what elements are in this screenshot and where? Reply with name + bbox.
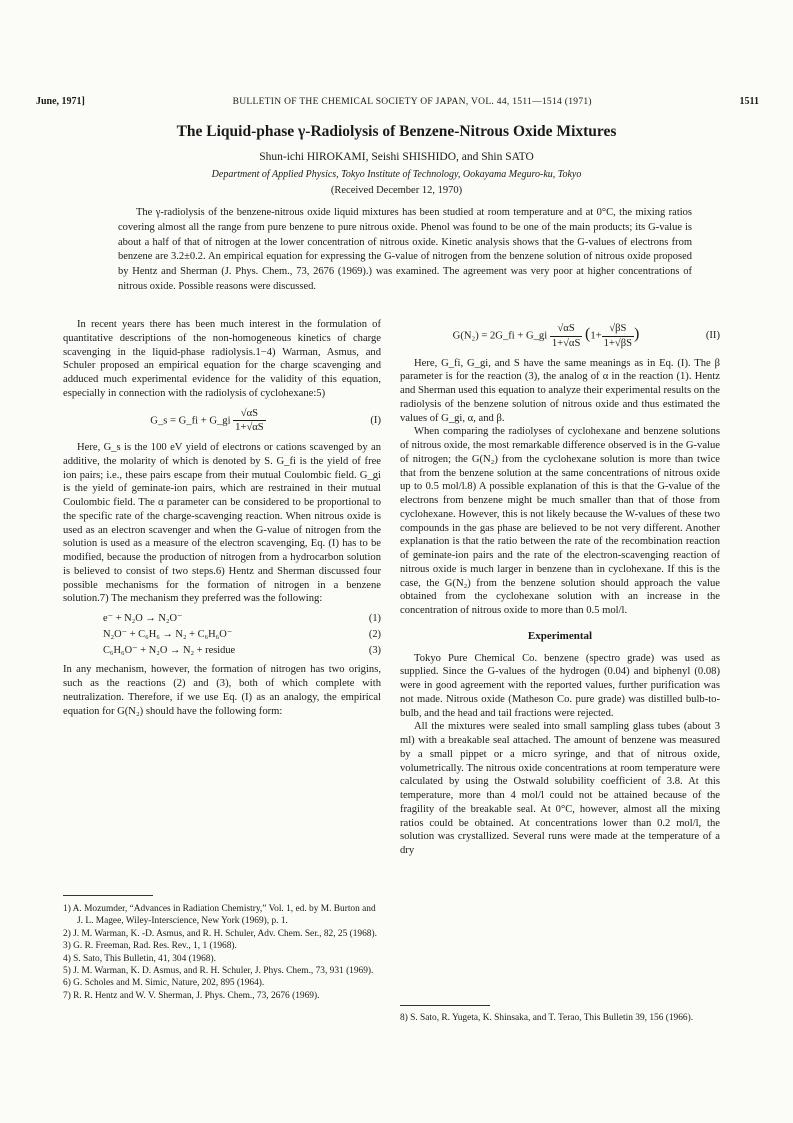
paragraph: In any mechanism, however, the formation of nitrogen has two origins, such as the reactions (2) and (3), both of which complete with neutralization. Therefore, if we use Eq. (I) as an analogy, the empirical equation for G(N₂) should have the following form: bbox=[63, 664, 381, 717]
reaction-label: (3) bbox=[368, 644, 381, 656]
footnote: 4) S. Sato, This Bulletin, 41, 304 (1968). bbox=[63, 953, 216, 964]
equation-label: (I) bbox=[370, 414, 381, 426]
fraction-numerator: √αS bbox=[550, 322, 583, 337]
footnote: 1) A. Mozumder, “Advances in Radiation Chemistry,” Vol. 1, ed. by M. Burton and J. L. Magee, Wiley-Interscience, New York (1969), p. 1. bbox=[63, 904, 376, 927]
paragraph: In recent years there has been much interest in the formulation of quantitative descriptions of the non-homogeneous kinetics of charge scavenging in the liquid-phase radiolysis.1−4) Warman, Asmus, and Schuler proposed an empirical equation for the charge scavenging and adduced much experimental evidence for the validity of this equation, especially in connection with the radiolysis of cyclohexane:5) bbox=[63, 319, 381, 399]
article-title: The Liquid-phase γ-Radiolysis of Benzene-Nitrous Oxide Mixtures bbox=[176, 123, 617, 140]
footnote: 2) J. M. Warman, K. -D. Asmus, and R. H. Schuler, Adv. Chem. Ser., 82, 25 (1968). bbox=[63, 928, 377, 939]
equation-body bbox=[63, 407, 353, 436]
running-head bbox=[36, 96, 759, 110]
equation-label: (II) bbox=[705, 330, 720, 342]
inner-fraction bbox=[602, 322, 634, 351]
paragraph: Here, G_fi, G_gi, and S have the same meanings as in Eq. (I). The β parameter is for the reaction (3), the analog of α in the reaction (1). Hentz and Sherman used this equation to analyze their experimental results on the radiolysis of the benzene solution of nitrous oxide and thus estimated the values of G_gi, α, and β. bbox=[400, 357, 720, 424]
left-column bbox=[63, 318, 381, 718]
mechanism-step bbox=[63, 612, 381, 626]
affiliation: Department of Applied Physics, Tokyo Institute of Technology, Ookayama Meguro-ku, Tokyo bbox=[211, 169, 582, 180]
section-heading: Experimental bbox=[527, 629, 593, 642]
equation-body: G(N₂) = 2G_fi + G_gi $\frac{√\alpha S}{1+√\alpha S}$ (1+ $\frac{√\beta S}{1+√\beta S}$ ) bbox=[452, 323, 640, 349]
author-list: Shun-ichi HIROKAMI, Seishi SHISHIDO, and Shin SATO bbox=[259, 151, 534, 163]
fraction-denominator: 1+√αS bbox=[235, 422, 264, 434]
footnote-rule bbox=[400, 1005, 490, 1006]
mechanism-step bbox=[63, 644, 381, 658]
journal-citation: BULLETIN OF THE CHEMICAL SOCIETY OF JAPAN, VOL. 44, 1511—1514 (1971) bbox=[232, 97, 592, 107]
paragraph: Tokyo Pure Chemical Co. benzene (spectro grade) was used as supplied. Since the G-values of the hydrogen (0.04) and biphenyl (0.08) were in good agreement with the reported values, further purification was not made. Nitrous oxide (Matheson Co. pure grade) was distilled bulb-to-bulb, and the head and tail fractions were rejected. bbox=[400, 652, 720, 719]
footnote: 7) R. R. Hentz and W. V. Sherman, J. Phys. Chem., 73, 2676 (1969). bbox=[63, 990, 320, 1001]
fraction-numerator: √αS bbox=[233, 407, 266, 422]
reaction-label: (1) bbox=[368, 613, 381, 624]
equation-lhs: G(N₂) = 2G_fi + G_gi bbox=[452, 330, 548, 342]
open-paren: ( bbox=[585, 325, 591, 343]
inner-numerator: √βS bbox=[602, 322, 634, 337]
equation-fraction bbox=[233, 407, 266, 436]
page-number: 1511 bbox=[739, 96, 759, 107]
paragraph: Here, G_s is the 100 eV yield of electrons or cations scavenged by an additive, the molarity of which is denoted by S. G_fi is the yield of free ion pairs; i.e., these pairs escape from their mutual Coulombic field. G_gi is the yield of geminate-ion pairs, which are restrained in their mutual Coulombic field. The α parameter can be considered to be proportional to the specific rate of the charge-scavenging reaction. When nitrous oxide is used as an electron scavenger and when the G-value of nitrogen from the solution is used as a measure of the electron scavenging, Eq. (I) has to be modified, because the production of nitrogen from a hydrocarbon solution is believed to consist of two steps.6) Hentz and Sherman discussed four possible mechanisms for the formation of nitrogen in a benzene solution.7) The mechanism they preferred was the following: bbox=[63, 442, 381, 605]
right-column bbox=[400, 322, 720, 858]
equation-fraction bbox=[550, 322, 583, 351]
footnote: 8) S. Sato, R. Yugeta, K. Shinsaka, and T. Terao, This Bulletin 39, 156 (1966). bbox=[400, 1013, 694, 1023]
footnote: 3) G. R. Freeman, Rad. Res. Rev., 1, 1 (1968). bbox=[63, 941, 237, 952]
footnote: 6) G. Scholes and M. Simic, Nature, 202, 895 (1964). bbox=[63, 978, 265, 989]
close-paren: ) bbox=[634, 325, 640, 343]
fraction-denominator: 1+√αS bbox=[551, 337, 581, 349]
issue-date: June, 1971] bbox=[36, 96, 85, 107]
left-footnotes bbox=[63, 903, 381, 1002]
reaction-label: (2) bbox=[368, 628, 381, 640]
paragraph: All the mixtures were sealed into small sampling glass tubes (about 3 ml) with a breakable seal attached. The amount of benzene was measured by a small pippet or a micro syringe, and that of nitrous oxide, volumetrically. The nitrous oxide concentrations at room temperature were calculated by using the Ostwald solubility coefficient of 3.8. At this temperature, more than 4 mol/l could not be attained because of the fragility of the breakable seal. At 0°C, however, almost all the mixing ratios could be obtained. At concentrations lower than 0.2 mol/l, the solution was crystallized. Several runs were made at the temperature of a dry bbox=[400, 721, 720, 856]
right-footnotes bbox=[400, 1012, 720, 1024]
reaction: e⁻ + N₂O → N₂O⁻ bbox=[103, 613, 183, 624]
reaction: C₆H₆O⁻ + N₂O → N₂ + residue bbox=[103, 644, 236, 656]
mechanism-list bbox=[63, 612, 381, 657]
footnote: 5) J. M. Warman, K. D. Asmus, and R. H. Schuler, J. Phys. Chem., 73, 931 (1969). bbox=[63, 966, 374, 977]
paragraph: When comparing the radiolyses of cyclohexane and benzene solutions of nitrous oxide, the most remarkable difference observed is in the G-value of nitrogen; the G(N₂) from the cyclohexane solution is more than twice that from the benzene solution at the same concentrations of nitrous oxide up to 0.5 mol/l.8) A possible explanation of this is that the G-value of the electrons from benzene might be much smaller than that of those from cyclohexane. However, this is not likely because the W-values of these two compounds in the gas phase are believed to be not very different. Another explanation is that the ratio between the rate of the recombination reaction of geminate-ion pairs and the rate of the electron-scavenging reaction of nitrous oxide is much larger in benzene than in cyclohexane. If this is the case, the G(N₂) from the benzene solution should approach the value obtained from the cyclohexane solution with an increase in the concentration of nitrous oxide to more than 0.5 mol/l. bbox=[400, 426, 720, 616]
inner-denominator: 1+√βS bbox=[603, 337, 632, 349]
received-date: (Received December 12, 1970) bbox=[330, 185, 463, 196]
abstract: The γ-radiolysis of the benzene-nitrous oxide liquid mixtures has been studied at room temperature and at 0°C, the mixing ratios covering almost all the range from pure benzene to pure nitrous oxide. Phenol was found to be one of the main products; its G-value is about a half of that of nitrogen at the lower concentration of nitrous oxide. Kinetic analysis shows that the G-values of electrons from benzene are 3.2±0.2. An empirical equation for expressing the G-value of nitrogen from the benzene solution of nitrous oxide proposed by Hentz and Sherman (J. Phys. Chem., 73, 2676 (1969).) was examined. The agreement was very poor at higher concentrations of nitrous oxide. Possible reasons were discussed. bbox=[118, 207, 692, 292]
footnote-rule bbox=[63, 895, 153, 896]
equation-lhs: G_s = G_fi + G_gi bbox=[150, 415, 231, 427]
reaction: N₂O⁻ + C₆H₆ → N₂ + C₆H₆O⁻ bbox=[103, 628, 233, 640]
equation-II bbox=[400, 322, 720, 351]
equation-I bbox=[63, 407, 381, 436]
mechanism-step bbox=[63, 628, 381, 642]
